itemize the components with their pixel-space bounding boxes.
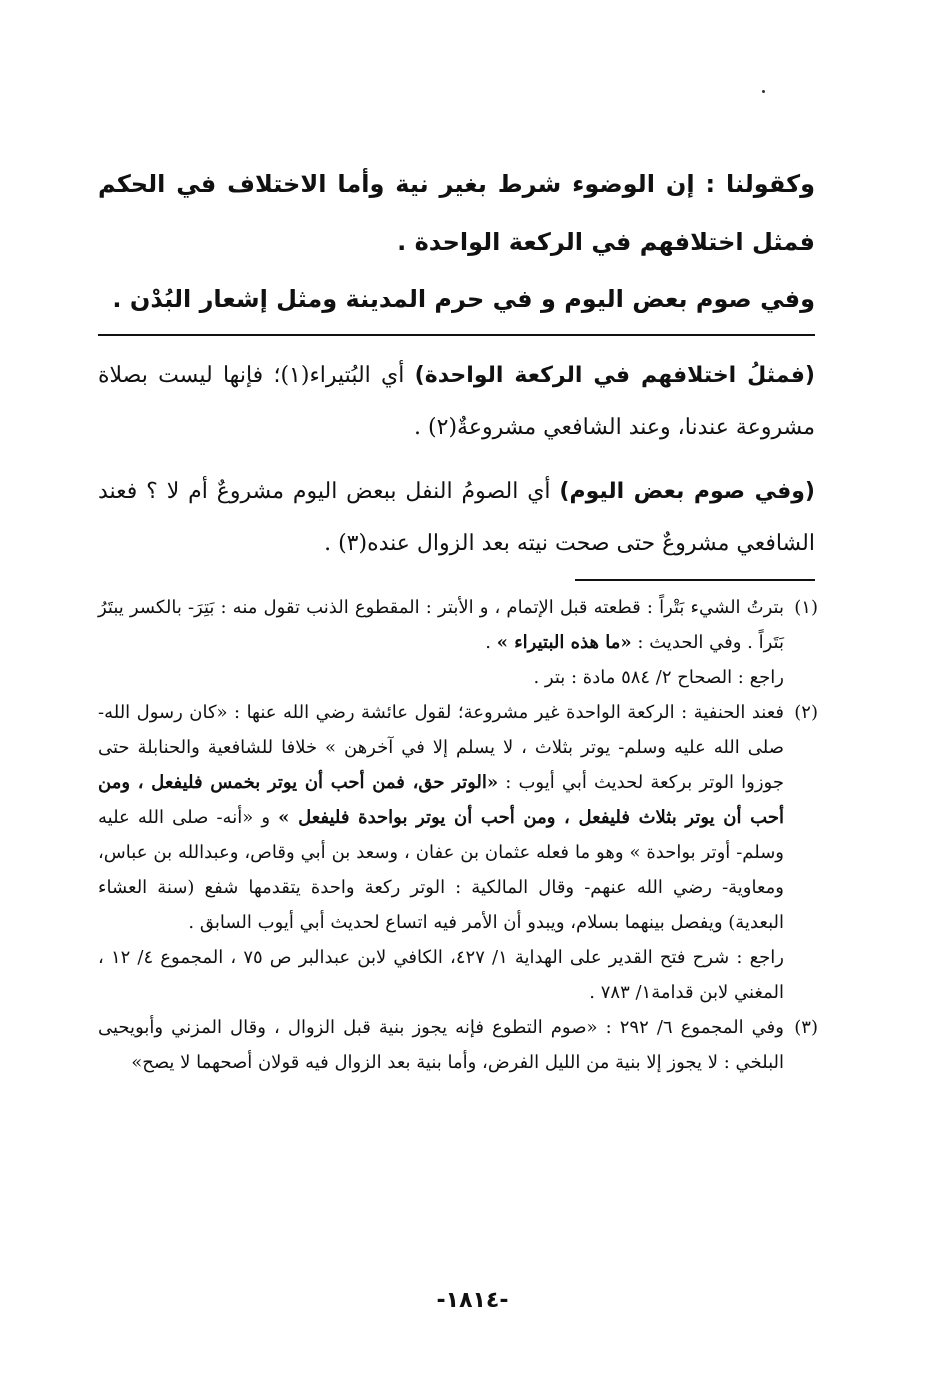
footnote-number: (٣) (794, 1017, 818, 1038)
page-number: -١٨١٤- (436, 1288, 509, 1313)
footnote-3-text: وفي المجموع ٦/ ٢٩٢ : «صوم التطوع فإنه يجوز بنية قبل الزوال ، وقال المزني وأبويحيى البلخي : لا يجوز إلا بنية من الليل الفرض، وأما بنية بعد الزوال فيه قولان أصحهما لا يصح» (98, 1017, 784, 1073)
footnote-2-hadith: «الوتر حق، فمن أحب أن يوتر بخمس فليفعل ، ومن أحب أن يوتر بثلاث فليفعل ، ومن أحب أن يوتر بواحدة فليفعل » (98, 772, 784, 828)
footnotes (98, 590, 818, 1080)
main-text-divider (98, 334, 815, 336)
commentary-paragraph-2 (98, 466, 815, 570)
commentary-text-2: أي الصومُ النفل ببعض اليوم مشروعٌ أم لا ؟ فعند الشافعي مشروعٌ حتى صحت نيته بعد الزوال عنده(٣) . (98, 479, 815, 556)
main-text-para-1: وكقولنا : إن الوضوء شرط بغير نية وأما الاختلاف في الحكم فمثل اختلافهم في الركعة الواحدة . (98, 170, 815, 256)
main-text-paragraph-2 (98, 270, 815, 328)
footnote-1-reference: راجع : الصحاح ٢/ ٥٨٤ مادة : بتر . (533, 667, 784, 688)
main-text-paragraph-1 (98, 155, 815, 271)
main-text-para-2: وفي صوم بعض اليوم و في حرم المدينة ومثل إشعار البُدْن . (112, 285, 815, 313)
footnote-2-text-c: و «أنه- صلى الله عليه وسلم- أوتر بواحدة » وهو ما فعله عثمان بن عفان ، وسعد بن أبي وقاص، وعبدالله بن عباس، ومعاوية- رضي الله عنهم- وقال المالكية : الوتر ركعة واحدة يتقدمها شفع (سنة العشاء البعدية) ويفصل بينهما بسلام، ويبدو أن الأمر فيه اتساع لحديث أبي أيوب السابق . (98, 807, 784, 933)
footnote-number: (١) (794, 597, 818, 618)
footnote-divider (575, 579, 815, 581)
page-speck (762, 90, 765, 93)
commentary-lemma-1: (فمثلُ اختلافهم في الركعة الواحدة) (414, 363, 815, 388)
footnote-2-text-a: فعند الحنفية : الركعة الواحدة غير مشروعة؛ لقول عائشة رضي الله عنها : «كان رسول الله- صلى الله عليه وسلم- يوتر بثلاث ، لا يسلم إلا في آخرهن » خلافا للشافعية والحنابلة حتى جوزوا الوتر بركعة لحديث أبي أيوب : (98, 702, 784, 793)
footnote-1-end: . (485, 632, 491, 653)
footnote-1 (98, 590, 818, 695)
footnote-1-text: بترتُ الشيء بَتْراً : قطعته قبل الإتمام ، و الأبتر : المقطوع الذنب تقول منه : بَتِرَ- بالكسر يبتَرُ بَتَراً . وفي الحديث : (98, 597, 784, 653)
commentary-text-1: أي البُتيراء(١)؛ فإنها ليست بصلاة مشروعة عندنا، وعند الشافعي مشروعةٌ(٢) . (98, 363, 815, 440)
footnote-2 (98, 695, 818, 1010)
footnote-1-quote: «ما هذه البتيراء » (496, 632, 632, 653)
footnote-3 (98, 1010, 818, 1080)
footnote-2-reference: راجع : شرح فتح القدير على الهداية ١/ ٤٢٧، الكافي لابن عبدالبر ص ٧٥ ، المجموع ٤/ ١٢ ، المغني لابن قدامة١/ ٧٨٣ . (98, 947, 784, 1003)
commentary-paragraph-1 (98, 350, 815, 454)
footnote-number: (٢) (794, 702, 818, 723)
commentary-lemma-2: (وفي صوم بعض اليوم) (559, 479, 815, 504)
